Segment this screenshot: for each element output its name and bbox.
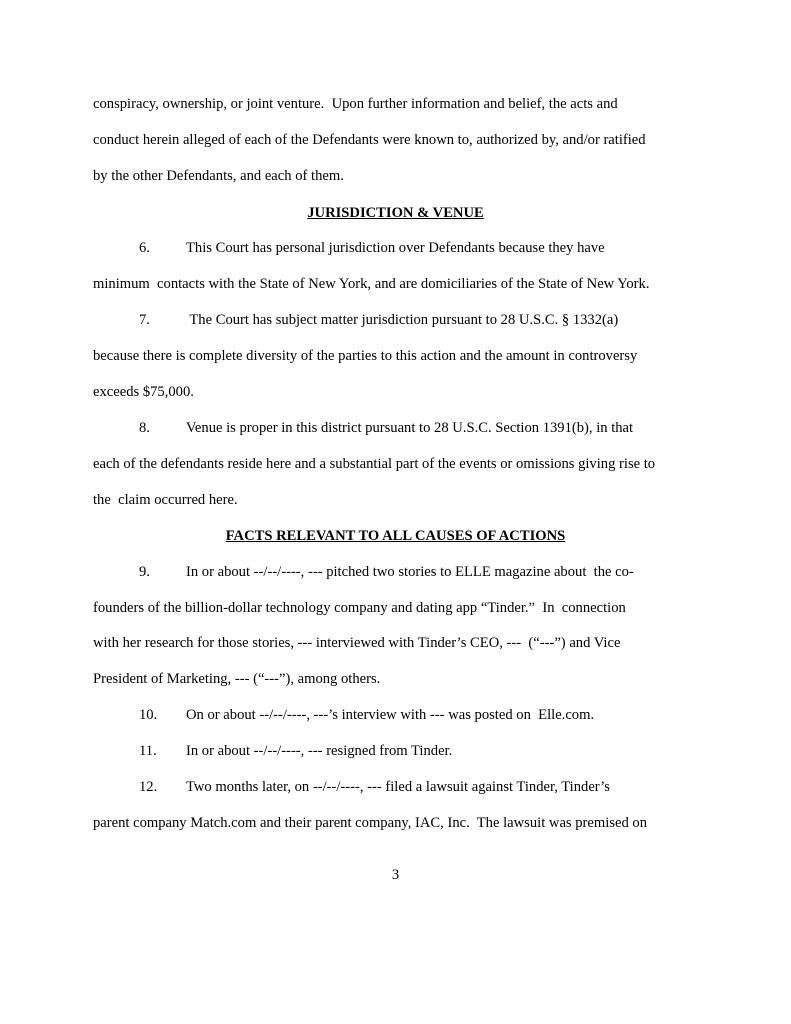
paragraph-first-line: Venue is proper in this district pursuant to 28 U.S.C. Section 1391(b), in that xyxy=(186,420,634,436)
paragraph-line: each of the defendants reside here and a substantial part of the events or omissions giving rise to xyxy=(93,456,656,472)
paragraph-first-line: Two months later, on --/--/----, --- filed a lawsuit against Tinder, Tinder’s xyxy=(186,779,610,795)
paragraph-number: 12. xyxy=(139,779,158,795)
section-heading-jurisdiction: JURISDICTION & VENUE xyxy=(307,205,484,221)
paragraph-line: President of Marketing, --- (“---”), among others. xyxy=(93,671,381,687)
paragraph-line: because there is complete diversity of the parties to this action and the amount in controversy xyxy=(93,348,638,364)
paragraph-number: 10. xyxy=(139,707,158,723)
paragraph-line: exceeds $75,000. xyxy=(93,384,194,400)
paragraph-first-line: The Court has subject matter jurisdiction pursuant to 28 U.S.C. § 1332(a) xyxy=(186,312,619,328)
intro-line-1: conspiracy, ownership, or joint venture. Upon further information and belief, the acts and xyxy=(93,96,618,112)
paragraph-first-line: This Court has personal jurisdiction over Defendants because they have xyxy=(186,240,605,256)
paragraph-line: the claim occurred here. xyxy=(93,492,238,508)
paragraph-number: 7. xyxy=(139,312,150,328)
paragraph-first-line: In or about --/--/----, --- pitched two stories to ELLE magazine about the co- xyxy=(186,564,634,580)
paragraph-first-line: In or about --/--/----, --- resigned from Tinder. xyxy=(186,743,453,759)
page-number: 3 xyxy=(391,867,400,883)
paragraph-number: 11. xyxy=(139,743,157,759)
paragraph-line: minimum contacts with the State of New York, and are domiciliaries of the State of New York. xyxy=(93,276,650,292)
paragraph-line: founders of the billion-dollar technology company and dating app “Tinder.” In connection xyxy=(93,600,626,616)
paragraph-line: parent company Match.com and their parent company, IAC, Inc. The lawsuit was premised on xyxy=(93,815,647,831)
paragraph-first-line: On or about --/--/----, ---’s interview with --- was posted on Elle.com. xyxy=(186,707,595,723)
section-heading-facts: FACTS RELEVANT TO ALL CAUSES OF ACTIONS xyxy=(225,528,566,544)
paragraph-line: with her research for those stories, --- interviewed with Tinder’s CEO, --- (“---”) and Vice xyxy=(93,635,621,651)
paragraph-number: 9. xyxy=(139,564,150,580)
paragraph-number: 6. xyxy=(139,240,150,256)
intro-line-3: by the other Defendants, and each of them. xyxy=(93,168,344,184)
intro-line-2: conduct herein alleged of each of the Defendants were known to, authorized by, and/or ratified xyxy=(93,132,646,148)
paragraph-number: 8. xyxy=(139,420,150,436)
